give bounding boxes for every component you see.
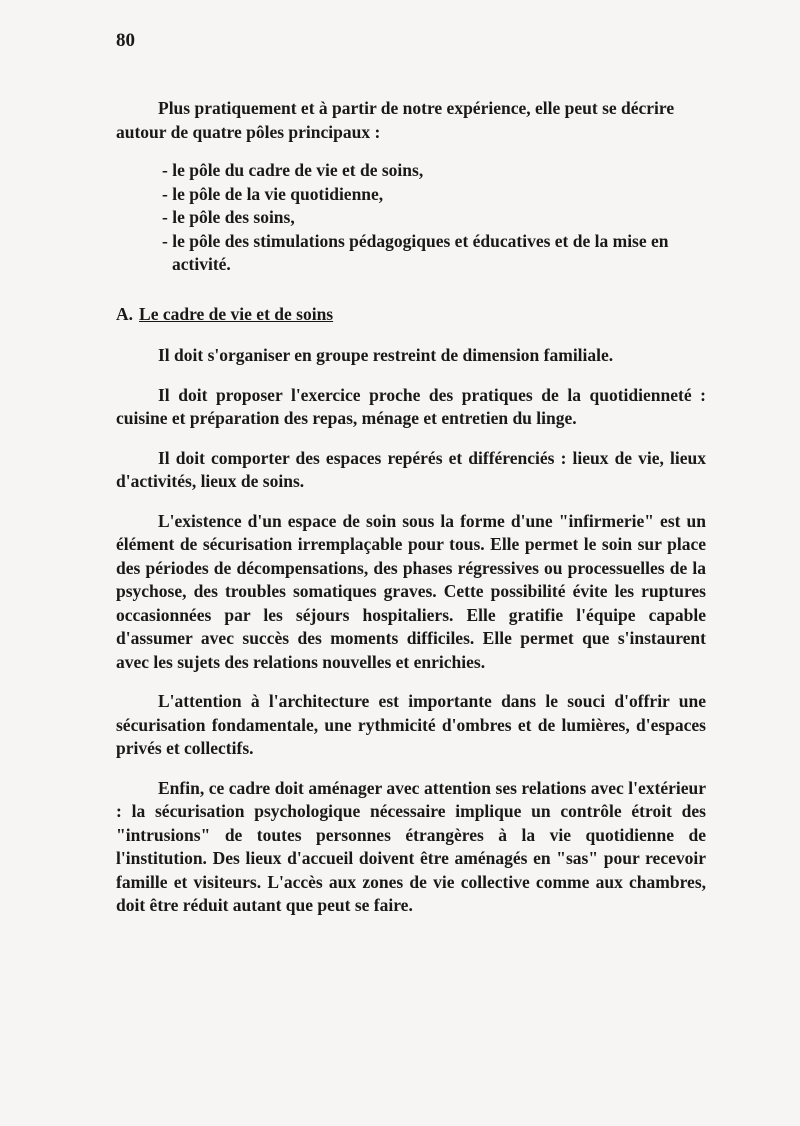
body-paragraph: Enfin, ce cadre doit aménager avec attention ses relations avec l'extérieur : la sécurisation psychologique nécessaire implique un contrôle étroit des "intrusions" de toutes personnes étrangères à la vie quotidienne de l'institution. Des lieux d'accueil doivent être aménagés en "sas" pour recevoir famille et visiteurs. L'accès aux zones de vie collective comme aux chambres, doit être réduit autant que peut se faire. (116, 777, 706, 915)
page-number: 80 (116, 30, 135, 51)
body-paragraph: L'attention à l'architecture est importante dans le souci d'offrir une sécurisation fondamentale, une rythmicité d'ombres et de lumières, d'espaces privés et collectifs. (116, 691, 706, 758)
list-item: - le pôle de la vie quotidienne, (162, 183, 384, 204)
body-paragraph: Il doit comporter des espaces repérés et différenciés : lieux de vie, lieux d'activités, lieux de soins. (116, 447, 706, 491)
body-paragraph: L'existence d'un espace de soin sous la forme d'une "infirmerie" est un élément de sécurisation irremplaçable pour tous. Elle permet le soin sur place des périodes de décompensations, des phases régressives ou processuelles de la psychose, des troubles somatiques graves. Cette possibilité évite les ruptures occasionnées par les séjours hospitaliers. Elle gratifie l'équipe capable d'assumer avec succès des moments difficiles. Elle permet que s'instaurent avec les sujets des relations nouvelles et enrichies. (116, 510, 706, 672)
section-letter: A. (116, 303, 134, 324)
intro-emphasis: quatre pôles principaux (192, 121, 371, 142)
list-item: - le pôle des stimulations pédagogiques et éducatives et de la mise en activité. (162, 230, 669, 274)
intro-colon: : (370, 121, 381, 142)
page-body (116, 97, 706, 934)
poles-list (116, 159, 706, 277)
intro-paragraph (116, 97, 706, 144)
list-item: - le pôle des soins, (162, 207, 295, 227)
section-title: Le cadre de vie et de soins (139, 303, 334, 324)
intro-text: Plus pratiquement et à partir de notre expérience, elle peut se décrire autour de (116, 98, 675, 142)
list-item: - le pôle du cadre de vie et de soins, (162, 160, 424, 180)
body-paragraph: Il doit s'organiser en groupe restreint de dimension familiale. (158, 345, 614, 365)
body-paragraph: Il doit proposer l'exercice proche des pratiques de la quotidienneté : cuisine et préparation des repas, ménage et entretien du linge. (116, 384, 706, 428)
section-heading (116, 303, 706, 327)
